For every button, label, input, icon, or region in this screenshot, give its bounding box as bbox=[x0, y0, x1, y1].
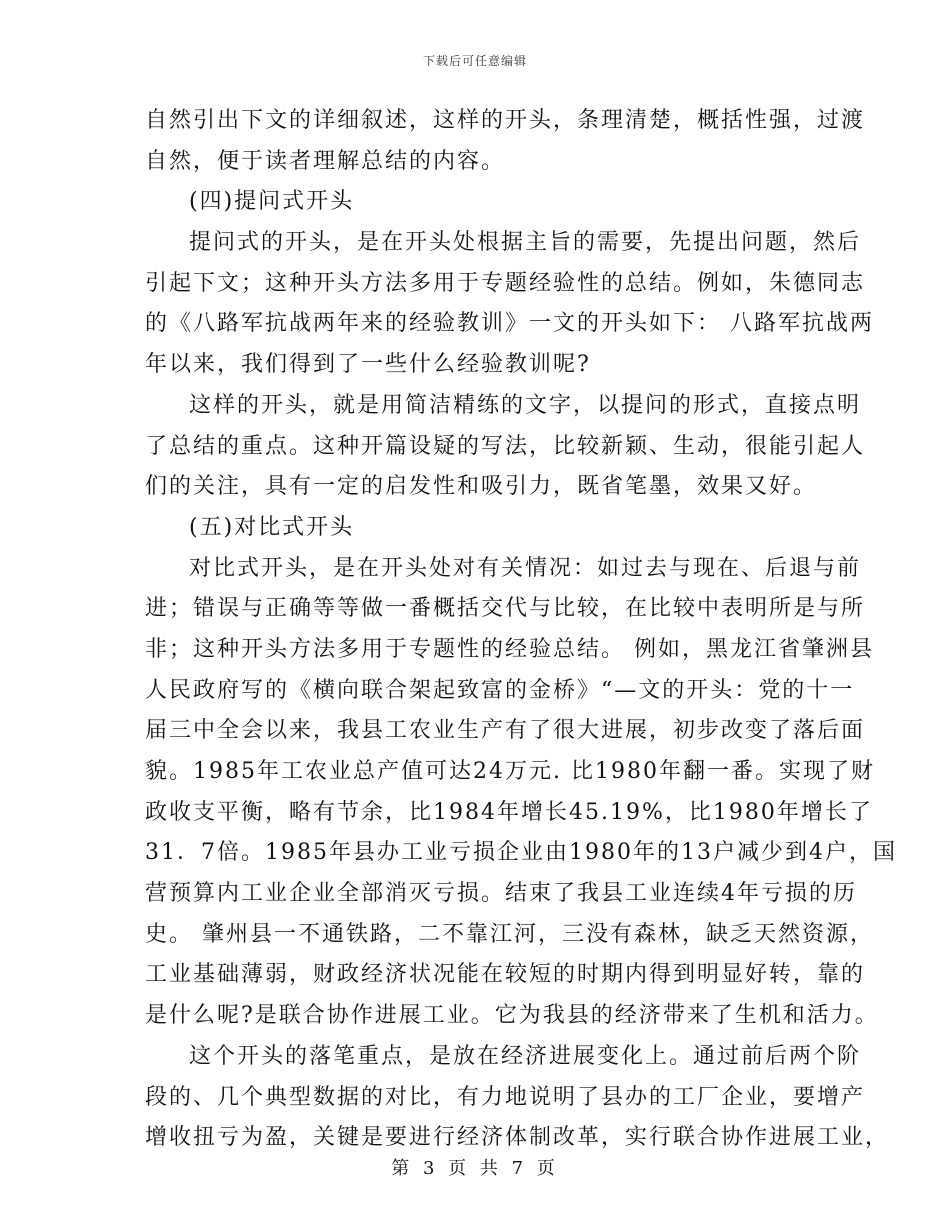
text-line: 的《八路军抗战两年来的经验教训》一文的开头如下： 八路军抗战两 bbox=[145, 311, 874, 337]
document-body bbox=[145, 101, 897, 1159]
page-number: 第 3 页 共 7 页 bbox=[391, 1158, 559, 1179]
text-line: 营预算内工业企业全部消灭亏损。结束了我县工业连续4年亏损的历 bbox=[145, 881, 857, 907]
text-line: 们的关注，具有一定的启发性和吸引力，既省笔墨，效果又好。 bbox=[145, 474, 818, 500]
text-line: 是什么呢?是联合协作进展工业。它为我县的经济带来了生机和活力。 bbox=[145, 1003, 879, 1029]
text-line: 进；错误与正确等等做一番概括交代与比较，在比较中表明所是与所 bbox=[145, 596, 866, 622]
text-line: 年以来，我们得到了一些什么经验教训呢? bbox=[145, 352, 591, 378]
section-heading: (五)对比式开头 bbox=[189, 514, 355, 540]
text-line: 自然引出下文的详细叙述，这样的开头，条理清楚，概括性强，过渡 bbox=[145, 108, 866, 133]
text-line: 增收扭亏为盈，关键是要进行经济体制改革，实行联合协作进展工业， bbox=[145, 1125, 890, 1151]
text-line: 工业基础薄弱，财政经济状况能在较短的时期内得到明显好转，靠的 bbox=[145, 962, 866, 988]
text-line: 段的、几个典型数据的对比，有力地说明了县办的工厂企业，要增产 bbox=[145, 1084, 866, 1110]
text-line: 貌。1985年工农业总产值可达24万元. 比1980年翻一番。实现了财 bbox=[145, 759, 875, 784]
text-line: 31．7倍。1985年县办工业亏损企业由1980年的13户减少到4户，国 bbox=[145, 840, 897, 866]
text-line: 人民政府写的《横向联合架起致富的金桥》“—文的开头：党的十一 bbox=[145, 677, 855, 703]
section-heading: (四)提问式开头 bbox=[189, 189, 355, 215]
text-line: 这个开头的落笔重点，是放在经济进展变化上。通过前后两个阶 bbox=[189, 1043, 862, 1069]
text-line: 史。 肇州县一不通铁路，二不靠江河，三没有森林，缺乏天然资源， bbox=[145, 921, 874, 947]
text-line: 引起下文；这种开头方法多用于专题经验性的总结。例如，朱德同志 bbox=[145, 270, 866, 296]
text-line: 非；这种开头方法多用于专题性的经验总结。 例如，黑龙江省肇洲县 bbox=[145, 636, 874, 662]
text-line: 自然，便于读者理解总结的内容。 bbox=[145, 148, 506, 174]
text-line: 政收支平衡，略有节余，比1984年增长45.19%，比1980年增长了 bbox=[145, 799, 873, 825]
text-line: 了总结的重点。这种开篇设疑的写法，比较新颖、生动，很能引起人 bbox=[145, 433, 866, 459]
header-note: 下载后可任意编辑 bbox=[422, 54, 527, 68]
text-line: 这样的开头，就是用简洁精练的文字，以提问的形式，直接点明 bbox=[189, 392, 862, 418]
text-line: 届三中全会以来，我县工农业生产有了很大进展，初步改变了落后面 bbox=[145, 718, 866, 744]
text-line: 对比式开头，是在开头处对有关情况：如过去与现在、后退与前 bbox=[189, 555, 862, 581]
text-line: 提问式的开头，是在开头处根据主旨的需要，先提出问题，然后 bbox=[189, 230, 862, 256]
